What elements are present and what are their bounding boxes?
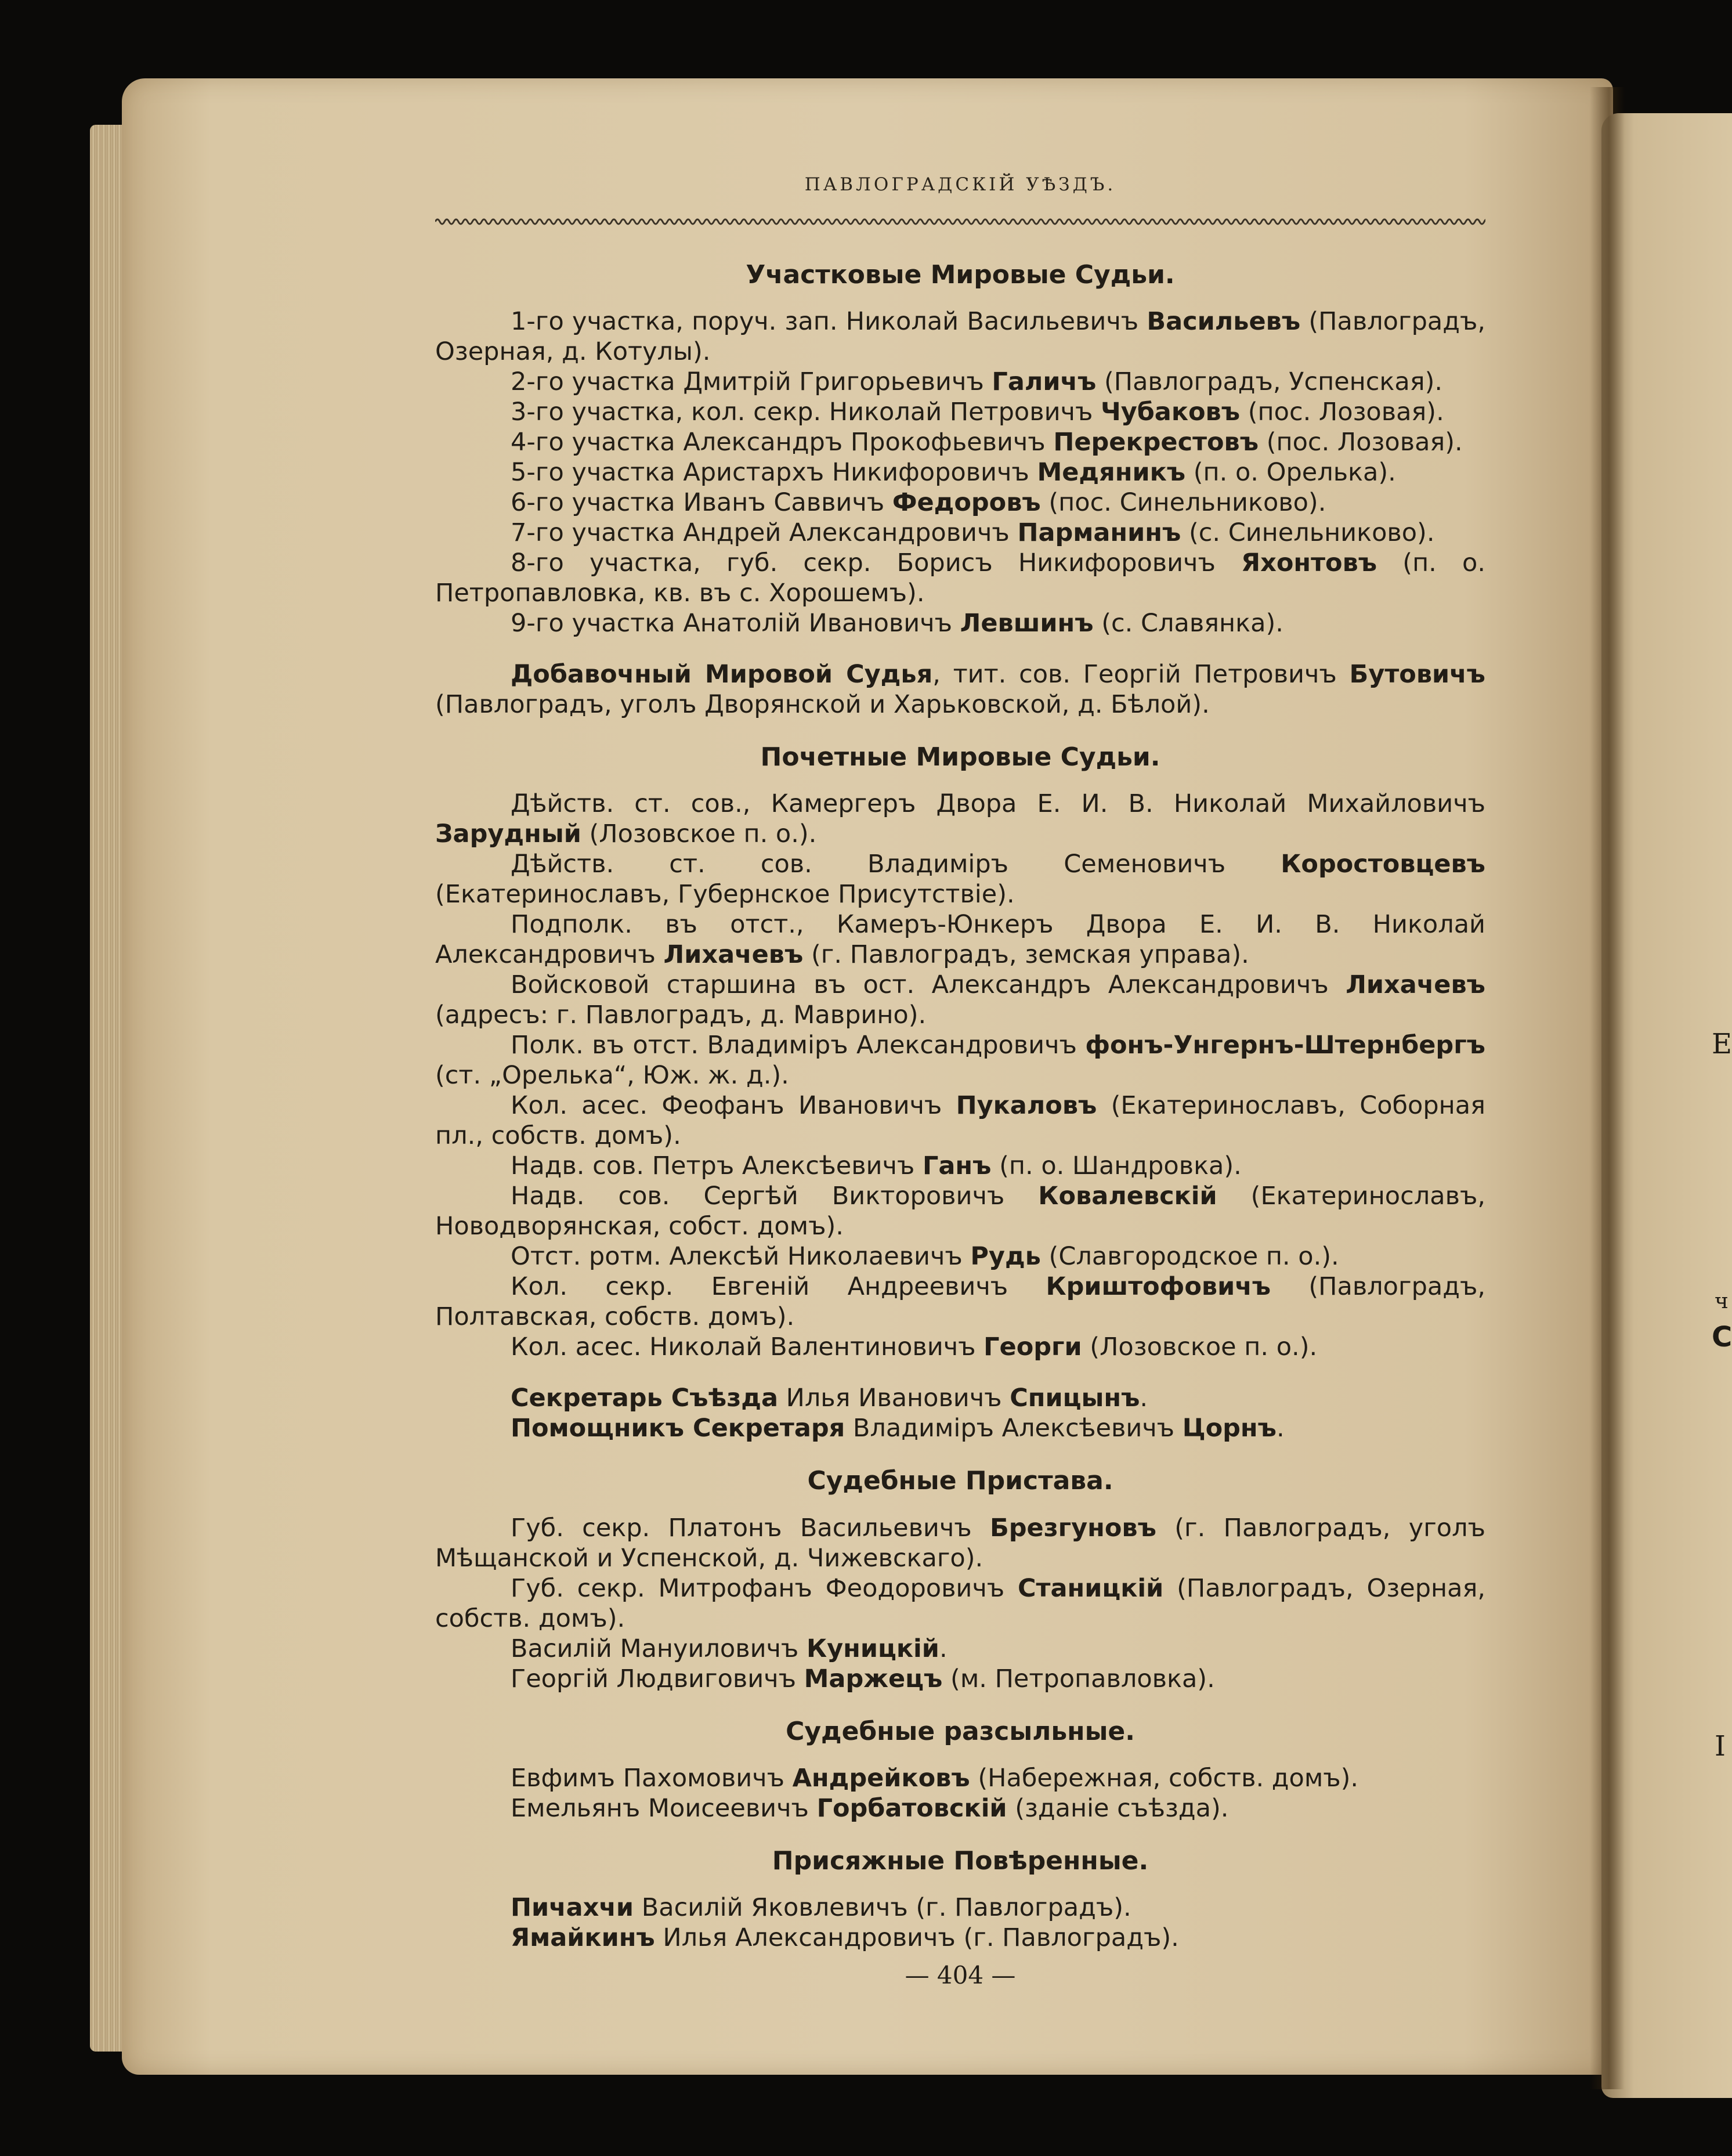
entry-surname: Криштофовичъ	[1046, 1272, 1271, 1302]
entry	[435, 1241, 1485, 1272]
entry	[435, 367, 1485, 397]
entry	[435, 1383, 1485, 1413]
entry-title: Помощникъ Секретаря	[511, 1414, 845, 1443]
entry-text: .	[1276, 1414, 1285, 1443]
section-heading: Судебные разсыльные.	[786, 1716, 1135, 1746]
heading-gap	[435, 291, 1485, 306]
entry	[435, 306, 1485, 367]
entry-surname: Горбатовскій	[816, 1793, 1007, 1823]
entry-text: 7-го участка Андрей Александровичъ	[511, 518, 1018, 548]
section-heading: Почетные Мировые Судьи.	[760, 742, 1160, 772]
entry-text: (Набережная, собств. домъ).	[970, 1763, 1359, 1793]
section-gap	[435, 720, 1485, 741]
entry-surname: Георги	[983, 1332, 1082, 1362]
entry-text: (Лозовское п. о.).	[581, 819, 817, 849]
entry-surname: Зарудный	[435, 819, 581, 849]
entry-text: Надв. сов. Сергѣй Викторовичъ	[511, 1182, 1039, 1211]
entry-text: Полк. въ отст. Владиміръ Александровичъ	[511, 1031, 1086, 1060]
entry-surname: Цорнъ	[1182, 1414, 1277, 1443]
entry-text: Илья Ивановичъ	[778, 1384, 1010, 1413]
entry	[435, 659, 1485, 720]
section-heading: Присяжные Повѣренные.	[772, 1846, 1149, 1876]
entry-text: (Славгородское п. о.).	[1040, 1242, 1339, 1272]
entry-surname: Ковалевскій	[1038, 1182, 1217, 1211]
entry-text: (с. Синельниково).	[1181, 518, 1435, 548]
right-page-fragment: С	[1712, 1321, 1732, 1353]
entry-text: (п. о. Петропавловка, кв. въ с. Хорошемъ).	[435, 548, 1486, 608]
entry-surname: Ганъ	[922, 1151, 992, 1181]
entry-title: Секретарь Съѣзда	[511, 1384, 778, 1413]
entry-text: Кол. секр. Евгеній Андреевичъ	[511, 1272, 1046, 1302]
entry-text: .	[1140, 1384, 1148, 1413]
entry-surname: Лихачевъ	[1346, 970, 1485, 1000]
section-gap	[435, 1694, 1485, 1715]
page-number: — 404 —	[905, 1960, 1016, 1989]
entry-text: Василій Яковлевичъ (г. Павлоградъ).	[634, 1893, 1131, 1922]
entry-text: Кол. асес. Феофанъ Ивановичъ	[511, 1091, 956, 1121]
entry	[435, 1272, 1485, 1332]
entry	[435, 909, 1485, 970]
entry-surname: Яхонтовъ	[1241, 548, 1377, 578]
entry	[435, 1513, 1485, 1573]
entry	[435, 1181, 1485, 1241]
entry	[435, 518, 1485, 548]
entry	[435, 1793, 1485, 1823]
entry-text: (п. о. Орелька).	[1185, 458, 1396, 487]
right-page-fragment: ч	[1715, 1290, 1729, 1313]
entry-text: Илья Александровичъ (г. Павлоградъ).	[655, 1923, 1179, 1952]
entry-text: (г. Павлоградъ, уголъ Мѣщанской и Успенской, д. Чижевскаго).	[435, 1513, 1485, 1573]
entry	[435, 427, 1485, 457]
entry-surname: фонъ-Унгернъ-Штернбергъ	[1085, 1031, 1485, 1060]
entry-surname: Спицынъ	[1010, 1384, 1140, 1413]
entry-surname: Станицкій	[1018, 1573, 1164, 1603]
entry-text: Отст. ротм. Алексѣй Николаевичъ	[511, 1242, 971, 1272]
entry-surname: Куницкій	[806, 1634, 939, 1663]
entry-surname: Галичъ	[992, 367, 1097, 397]
entry-text: (пос. Синельниково).	[1040, 488, 1326, 518]
text-body	[435, 258, 1485, 1989]
entry	[435, 1634, 1485, 1664]
entry-text: Кол. асес. Николай Валентиновичъ	[511, 1332, 984, 1362]
entry-surname: Маржецъ	[804, 1664, 943, 1693]
right-page-fragment: Е	[1712, 1028, 1732, 1060]
entry-text: (п. о. Шандровка).	[991, 1151, 1242, 1181]
entry	[435, 1090, 1485, 1151]
entry-surname: Левшинъ	[960, 609, 1094, 638]
entry-text: (м. Петропавловка).	[942, 1664, 1215, 1693]
entry-surname: Коростовцевъ	[1281, 850, 1485, 879]
entry-text: 3-го участка, кол. секр. Николай Петровичъ	[511, 398, 1101, 427]
entry-text: Надв. сов. Петръ Алексѣевичъ	[511, 1151, 923, 1181]
entry-text: Губ. секр. Митрофанъ Феодоровичъ	[511, 1573, 1018, 1603]
entry	[435, 1763, 1485, 1793]
entry-text: Дѣйств. ст. сов. Владиміръ Семеновичъ	[511, 850, 1281, 879]
entry-text: (Екатеринославъ, Губернское Присутствіе).	[435, 880, 1015, 909]
entry-text: Евфимъ Пахомовичъ	[511, 1763, 793, 1793]
entry-text: 1-го участка, поруч. зап. Николай Васильевичъ	[511, 307, 1147, 337]
section-gap	[435, 1443, 1485, 1464]
entry-surname: Андрейковъ	[792, 1763, 970, 1793]
entry-text: 9-го участка Анатолій Ивановичъ	[511, 609, 960, 638]
heading-gap	[435, 1877, 1485, 1893]
book-gutter	[1590, 87, 1625, 2089]
entry-surname: Чубаковъ	[1101, 398, 1241, 427]
entry-text: Василій Мануиловичъ	[511, 1634, 807, 1663]
heading-gap	[435, 1748, 1485, 1763]
entry-surname: Лихачевъ	[663, 940, 804, 970]
right-page-fragment: I	[1715, 1730, 1726, 1763]
heading-gap	[435, 774, 1485, 789]
entry	[435, 548, 1485, 608]
entry	[435, 1332, 1485, 1362]
entry-text: (Екатеринославъ, Новодворянская, собст. домъ).	[435, 1182, 1485, 1241]
section-gap	[435, 638, 1485, 659]
entry-text: (Павлоградъ, Озерная, собств. домъ).	[435, 1573, 1485, 1633]
entry-text: Георгій Людвиговичъ	[511, 1664, 804, 1693]
section-heading: Судебные Пристава.	[807, 1466, 1113, 1496]
entry-surname: Васильевъ	[1147, 307, 1301, 337]
entry	[435, 1573, 1485, 1634]
entry	[435, 1664, 1485, 1694]
entry-surname: Ямайкинъ	[511, 1923, 655, 1952]
entry	[435, 970, 1485, 1030]
section-gap	[435, 1823, 1485, 1844]
entry-text: (Павлоградъ, уголъ Дворянской и Харьковской, д. Бѣлой).	[435, 690, 1210, 720]
entry-text: (ст. „Орелька“, Юж. ж. д.).	[435, 1061, 789, 1090]
entry-text: (Павлоградъ, Полтавская, собств. домъ).	[435, 1272, 1485, 1332]
entry-text: (Екатеринославъ, Соборная пл., собств. домъ).	[435, 1091, 1485, 1151]
entry-text: (Павлоградъ, Успенская).	[1096, 367, 1443, 397]
entry-text: Дѣйств. ст. сов., Камергеръ Двора Е. И. В. Николай Михайловичъ	[511, 789, 1485, 819]
entry-text: 4-го участка Александръ Прокофьевичъ	[511, 428, 1054, 457]
entry-text: (Павлоградъ, Озерная, д. Котулы).	[435, 307, 1485, 367]
entry	[435, 789, 1485, 849]
heading-gap	[435, 1498, 1485, 1513]
entry-surname: Парманинъ	[1017, 518, 1181, 548]
entry-text: Емельянъ Моисеевичъ	[511, 1793, 817, 1823]
entry	[435, 1151, 1485, 1181]
entry-text: .	[939, 1634, 948, 1663]
entry-text: (пос. Лозовая).	[1259, 428, 1463, 457]
entry	[435, 457, 1485, 487]
entry-text: 5-го участка Аристархъ Никифоровичъ	[511, 458, 1037, 487]
entry	[435, 1030, 1485, 1090]
entry-text: Губ. секр. Платонъ Васильевичъ	[511, 1513, 990, 1543]
entry-surname: Брезгуновъ	[989, 1513, 1156, 1543]
entry-surname: Медяникъ	[1037, 458, 1186, 487]
entry-surname: Перекрестовъ	[1053, 428, 1259, 457]
entry-text: (г. Павлоградъ, земская управа).	[803, 940, 1249, 970]
entry	[435, 487, 1485, 518]
entry	[435, 1923, 1485, 1953]
section-gap	[435, 1362, 1485, 1383]
entry-surname: Рудь	[970, 1242, 1041, 1272]
entry-text: (Лозовское п. о.).	[1082, 1332, 1318, 1362]
entry	[435, 608, 1485, 638]
entry	[435, 1413, 1485, 1443]
entry-title: Добавочный Мировой Судья	[511, 660, 933, 689]
entry	[435, 849, 1485, 909]
entry-text: , тит. сов. Георгій Петровичъ	[932, 660, 1350, 689]
entry-text: 8-го участка, губ. секр. Борисъ Никифоровичъ	[511, 548, 1242, 578]
entry-text: Владиміръ Алексѣевичъ	[845, 1414, 1183, 1443]
entry-text: (пос. Лозовая).	[1240, 398, 1444, 427]
entry-text: 2-го участка Дмитрій Григорьевичъ	[511, 367, 992, 397]
entry	[435, 1893, 1485, 1923]
entry-text: Войсковой старшина въ ост. Александръ Александровичъ	[511, 970, 1346, 1000]
entry-surname: Пичахчи	[511, 1893, 634, 1922]
entry	[435, 397, 1485, 427]
running-head: ПАВЛОГРАДСКІЙ УѢЗДЪ.	[804, 174, 1116, 195]
entry-text: (адресъ: г. Павлоградъ, д. Маврино).	[435, 1001, 927, 1030]
entry-text: Подполк. въ отст., Камеръ-Юнкеръ Двора Е. И. В. Николай Александровичъ	[435, 910, 1485, 970]
entry-surname: Пукаловъ	[956, 1091, 1097, 1121]
entry-surname: Бутовичъ	[1349, 660, 1485, 689]
entry-text: (зданіе съѣзда).	[1007, 1793, 1229, 1823]
section-heading: Участковые Мировые Судьи.	[746, 260, 1175, 290]
entry-text: (с. Славянка).	[1093, 609, 1283, 638]
entry-text: 6-го участка Иванъ Саввичъ	[511, 488, 892, 518]
entry-surname: Федоровъ	[892, 488, 1041, 518]
wavy-rule	[435, 215, 1485, 229]
